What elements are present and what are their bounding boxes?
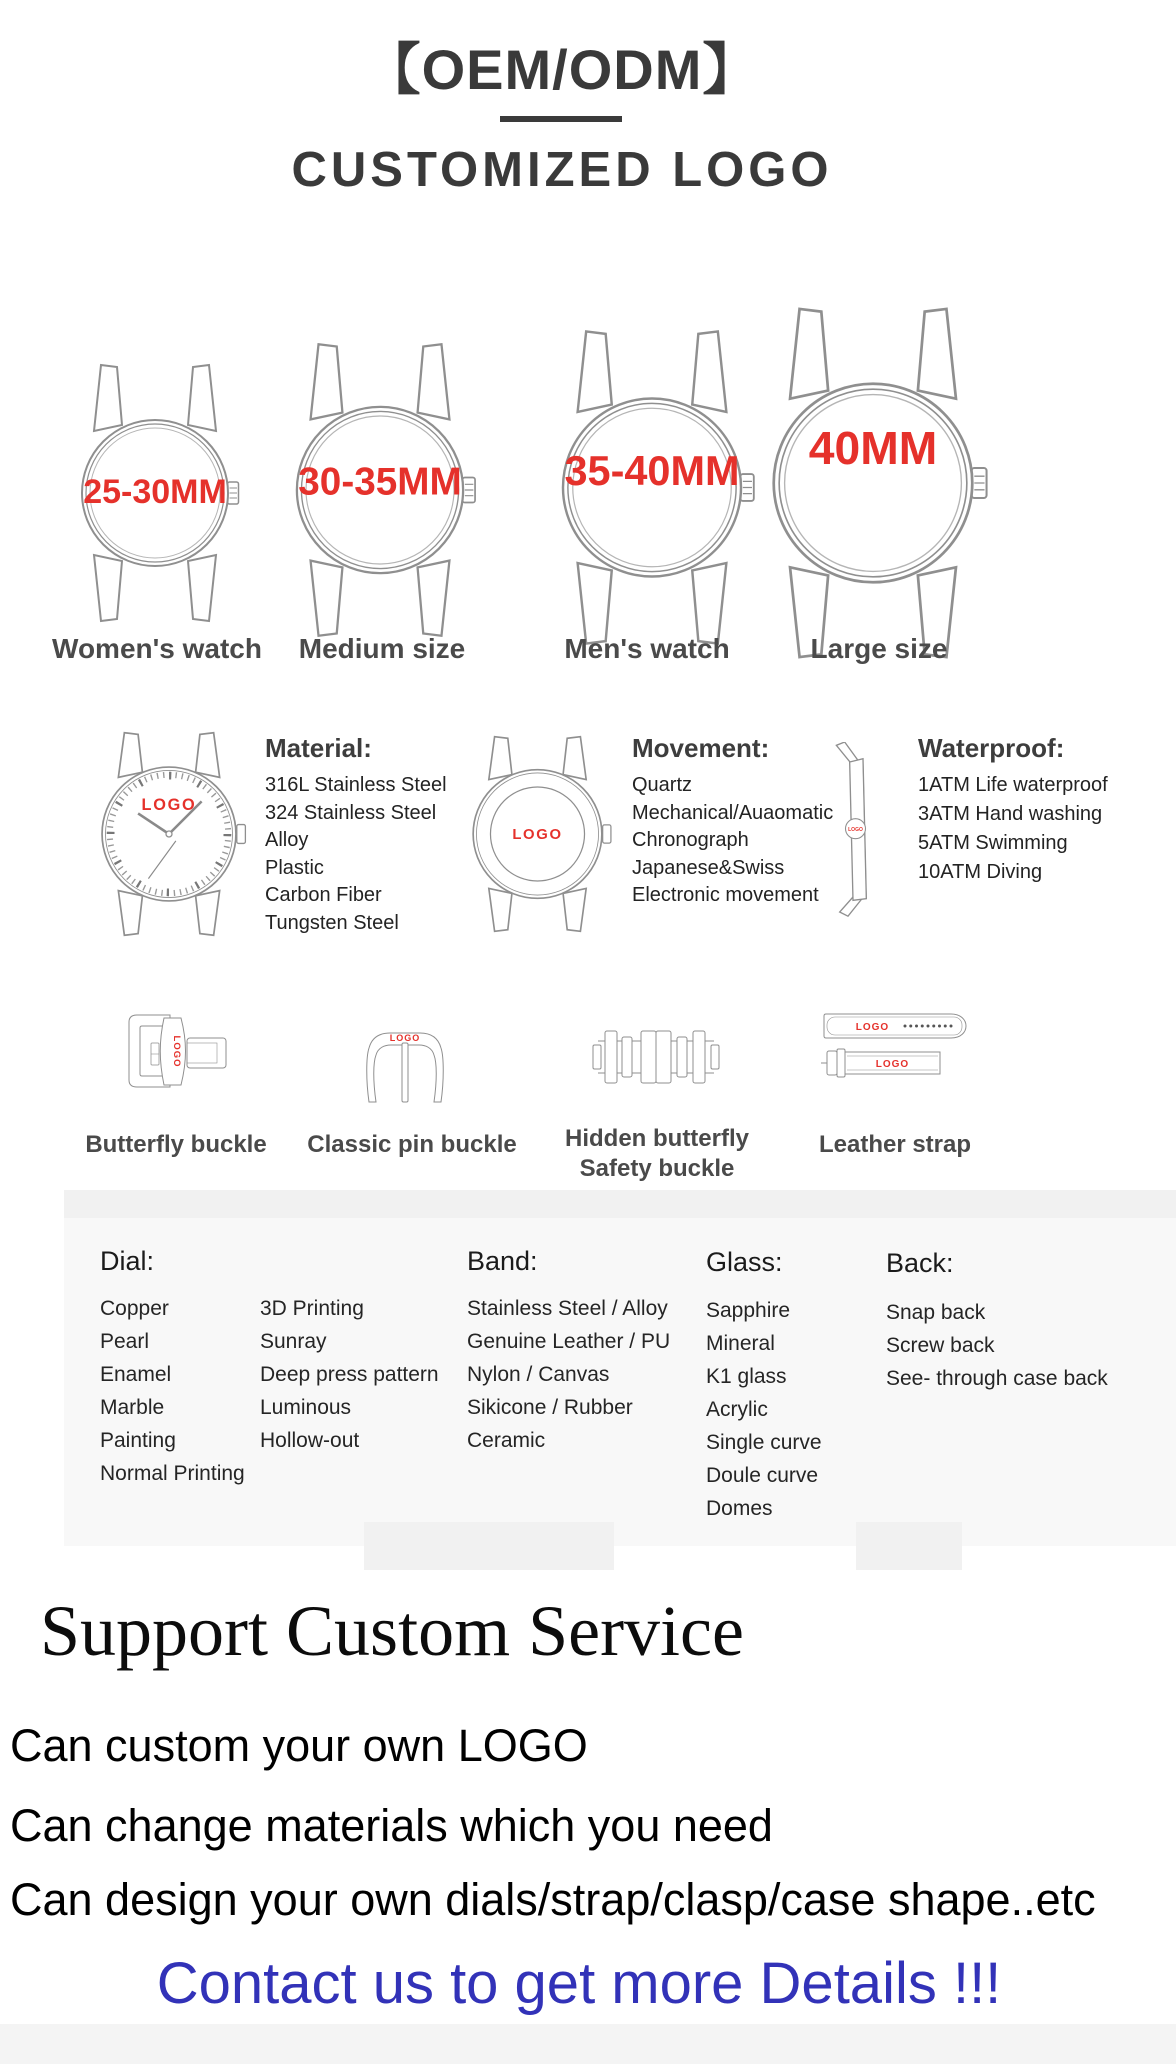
movement-list [632, 772, 833, 910]
glass-title: Glass: [706, 1247, 783, 1277]
buckle-label-hidden-line2: Safety buckle [579, 1155, 735, 1182]
list-item: Stainless Steel / Alloy [467, 1297, 668, 1320]
buckle-label-butterfly: Butterfly buckle [85, 1131, 267, 1158]
watch-category-label: Large size [810, 633, 948, 664]
list-item: Hollow-out [260, 1429, 360, 1452]
hidden-butterfly-buckle-drawing [592, 1026, 720, 1088]
waterproof-title: Waterproof: [918, 733, 1065, 763]
list-item: 10ATM Diving [918, 861, 1043, 883]
list-item: Sapphire [706, 1299, 791, 1322]
buckle-label-pin: Classic pin buckle [307, 1131, 517, 1158]
back-title: Back: [886, 1248, 954, 1278]
list-item: Luminous [260, 1396, 352, 1419]
page-title: 【OEM/ODM】 [364, 38, 760, 101]
dial-title: Dial: [100, 1246, 155, 1276]
list-item: Screw back [886, 1334, 995, 1357]
list-item: Single curve [706, 1431, 822, 1454]
list-item: Plastic [265, 856, 324, 879]
list-item: Normal Printing [100, 1462, 245, 1485]
leather-strap-drawing [820, 1009, 970, 1087]
title-divider [500, 116, 622, 122]
band-list [467, 1292, 670, 1457]
list-item: 316L Stainless Steel [265, 774, 447, 796]
logo-placeholder: LOGO [848, 826, 863, 833]
contact-us-text: Contact us to get more Details !!! [156, 1951, 1002, 2016]
list-item: 5ATM Swimming [918, 832, 1068, 854]
panel-shade [364, 1522, 614, 1570]
list-item: Carbon Fiber [265, 884, 382, 906]
list-item: Ceramic [467, 1429, 546, 1452]
support-custom-service-title: Support Custom Service [40, 1591, 744, 1671]
buckle-label-hidden-line1: Hidden butterfly [565, 1125, 749, 1152]
list-item: 1ATM Life waterproof [918, 774, 1108, 796]
list-item: Tungsten Steel [265, 911, 399, 934]
logo-placeholder: LOGO [141, 795, 197, 814]
list-item: 324 Stainless Steel [265, 801, 437, 824]
strap-holes [904, 1025, 953, 1028]
page-subtitle: CUSTOMIZED LOGO [291, 143, 833, 197]
watch-category-label: Medium size [298, 633, 466, 664]
logo-placeholder: LOGO [389, 1033, 421, 1043]
list-item: Sikicone / Rubber [467, 1396, 633, 1419]
watch-dial-drawing [83, 731, 255, 937]
waterproof-list [918, 771, 1108, 887]
watch-category-label: Women's watch [52, 633, 262, 664]
list-item: Doule curve [706, 1464, 819, 1487]
logo-placeholder: LOGO [512, 826, 563, 843]
logo-placeholder: LOGO [875, 1059, 910, 1070]
panel-shade [856, 1522, 962, 1570]
watch-side-view-drawing [828, 742, 878, 917]
custom-note-2: Can change materials which you need [10, 1800, 773, 1851]
list-item: Copper [100, 1297, 169, 1320]
custom-note-1: Can custom your own LOGO [10, 1720, 588, 1771]
list-item: Deep press pattern [260, 1363, 439, 1386]
logo-placeholder: LOGO [171, 1035, 182, 1068]
list-item: Snap back [886, 1301, 986, 1324]
watch-size-value: 35-40MM [564, 447, 740, 495]
list-item: 3ATM Hand washing [918, 803, 1103, 825]
list-item: See- through case back [886, 1367, 1108, 1390]
list-item: Painting [100, 1429, 176, 1452]
material-list [265, 772, 447, 937]
list-item: Nylon / Canvas [467, 1363, 610, 1386]
glass-list [706, 1294, 822, 1525]
list-item: Marble [100, 1396, 165, 1419]
list-item: Chronograph [632, 829, 749, 851]
list-item: 3D Printing [260, 1297, 364, 1320]
list-item: Alloy [265, 829, 309, 851]
list-item: Enamel [100, 1363, 172, 1386]
material-title: Material: [265, 733, 372, 763]
back-list [886, 1296, 1108, 1395]
dial-list-col2 [260, 1292, 439, 1457]
watch-size-diagram-womens [55, 363, 255, 623]
custom-note-3: Can design your own dials/strap/clasp/case shape..etc [10, 1874, 1096, 1925]
buckle-label-hidden [565, 1124, 749, 1184]
list-item: K1 glass [706, 1365, 787, 1388]
options-panel-strip [64, 1190, 1176, 1218]
buckle-label-leather: Leather strap [818, 1131, 972, 1158]
watch-size-value: 30-35MM [298, 460, 462, 504]
watch-size-diagram-large [737, 306, 1009, 660]
list-item: Acrylic [706, 1398, 768, 1421]
watch-size-value: 25-30MM [83, 473, 227, 511]
watch-movement-drawing [455, 735, 620, 933]
movement-title: Movement: [632, 733, 770, 763]
list-item: Quartz [632, 774, 693, 796]
watch-category-label: Men's watch [564, 633, 730, 664]
list-item: Sunray [260, 1330, 327, 1353]
dial-list-col1 [100, 1292, 245, 1490]
list-item: Mineral [706, 1332, 775, 1355]
pin-buckle-drawing [362, 1026, 448, 1106]
watch-size-diagram-medium [266, 342, 494, 638]
list-item: Mechanical/Auaomatic [632, 801, 834, 824]
logo-placeholder: LOGO [855, 1022, 890, 1033]
list-item: Japanese&Swiss [632, 856, 785, 879]
list-item: Pearl [100, 1330, 150, 1353]
list-item: Electronic movement [632, 884, 819, 906]
butterfly-buckle-drawing [122, 1012, 230, 1090]
watch-size-value: 40MM [808, 421, 938, 474]
band-title: Band: [467, 1246, 538, 1276]
bottom-band [0, 2024, 1176, 2064]
list-item: Domes [706, 1497, 773, 1520]
list-item: Genuine Leather / PU [467, 1330, 671, 1353]
